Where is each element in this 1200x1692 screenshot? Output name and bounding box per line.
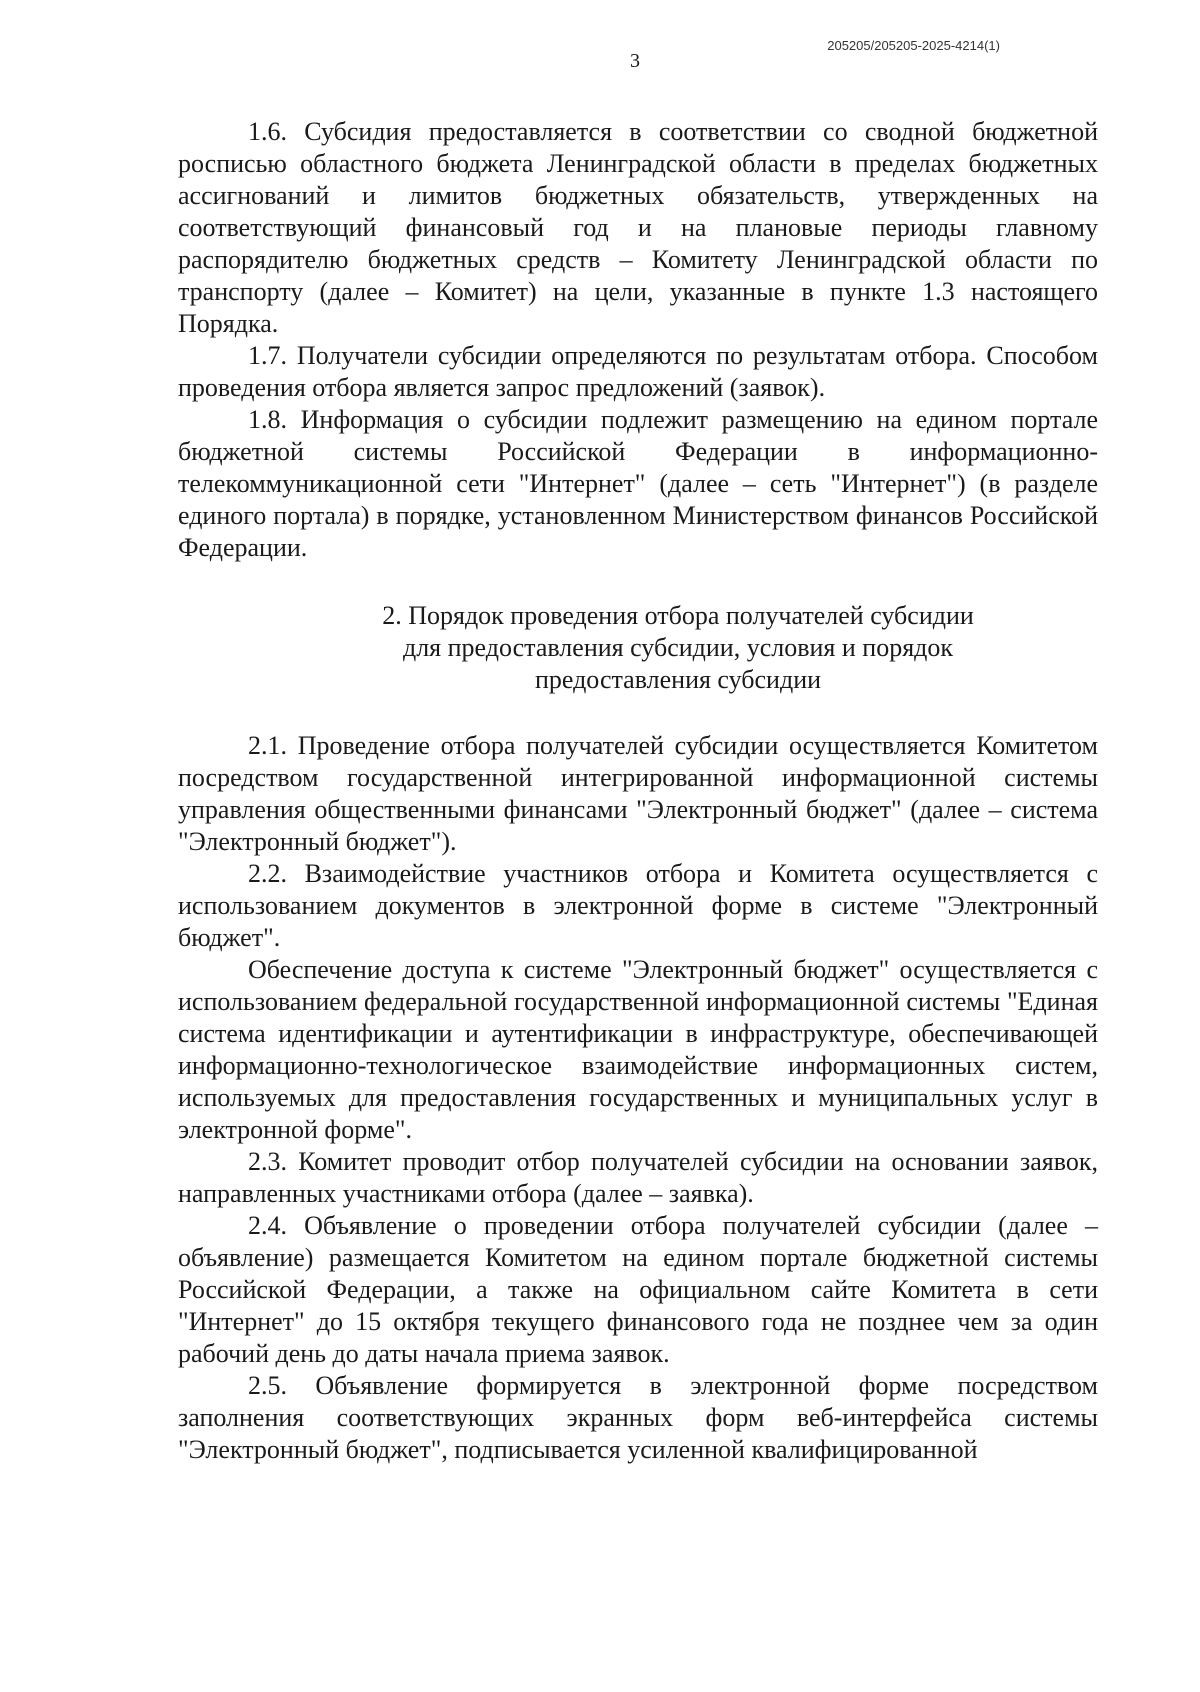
section-heading-line: предоставления субсидии: [534, 665, 822, 694]
paragraph-number: 2.2.: [248, 859, 287, 888]
section-heading-line: 2. Порядок проведения отбора получателей субсидии: [382, 601, 974, 630]
paragraph-2-2: [178, 858, 1098, 954]
paragraph-2-2-continued: [178, 954, 1098, 1146]
paragraph-text: Комитет проводит отбор получателей субсидии на основании заявок, направленных участниками отбора (далее – заявка).: [178, 1147, 1098, 1208]
paragraph-text: Получатели субсидии определяются по результатам отбора. Способом проведения отбора является запрос предложений (заявок).: [178, 341, 1098, 402]
paragraph-number: 2.5.: [248, 1371, 287, 1400]
paragraph-number: 1.6.: [248, 117, 287, 146]
paragraph-1-8: [178, 404, 1098, 564]
paragraph-text: Проведение отбора получателей субсидии осуществляется Комитетом посредством государственной интегрированной информационной системы управления общественными финансами "Электронный бюджет" (далее – система "Электронный бюджет").: [178, 731, 1098, 856]
paragraph-1-6: [178, 116, 1098, 340]
section-heading: [178, 600, 1098, 696]
page-number: 3: [630, 50, 640, 72]
paragraph-number: 2.1.: [248, 731, 287, 760]
paragraph-text: Информация о субсидии подлежит размещению на едином портале бюджетной системы Российской Федерации в информационно-телекоммуникационной сети "Интернет" (далее – сеть "Интернет") (в разделе единого портала) в порядке, установленном Министерством финансов Российской Федерации.: [178, 405, 1099, 562]
paragraph-number: 2.3.: [248, 1147, 287, 1176]
paragraph-number: 1.7.: [248, 341, 287, 370]
paragraph-1-7: [178, 340, 1098, 404]
paragraph-text: Субсидия предоставляется в соответствии со сводной бюджетной росписью областного бюджета Ленинградской области в пределах бюджетных ассигнований и лимитов бюджетных обязательств, утвержденных на соответствующий финансовый год и на плановые периоды главному распорядителю бюджетных средств – Комитету Ленинградской области по транспорту (далее – Комитет) на цели, указанные в пункте 1.3 настоящего Порядка.: [178, 117, 1098, 338]
paragraph-text: Объявление формируется в электронной форме посредством заполнения соответствующих экранных форм веб-интерфейса системы "Электронный бюджет", подписывается усиленной квалифицированной: [178, 1371, 1098, 1464]
paragraph-2-1: [178, 730, 1098, 858]
document-body: [178, 116, 1098, 1466]
paragraph-text: Объявление о проведении отбора получателей субсидии (далее – объявление) размещается Комитетом на едином портале бюджетной системы Российской Федерации, а также на официальном сайте Комитета в сети "Интернет" до 15 октября текущего финансового года не позднее чем за один рабочий день до даты начала приема заявок.: [178, 1211, 1098, 1368]
paragraph-text: Обеспечение доступа к системе "Электронный бюджет" осуществляется с использованием федеральной государственной информационной системы "Единая система идентификации и аутентификации в инфраструктуре, обеспечивающей информационно-технологическое взаимодействие информационных систем, используемых для предоставления государственных и муниципальных услуг в электронной форме".: [178, 955, 1098, 1144]
section-heading-line: для предоставления субсидии, условия и порядок: [402, 633, 954, 662]
paragraph-2-5: [178, 1370, 1098, 1466]
document-id: 205205/205205-2025-4214(1): [827, 38, 1000, 53]
paragraph-number: 1.8.: [248, 405, 287, 434]
paragraph-2-4: [178, 1210, 1098, 1370]
paragraph-number: 2.4.: [248, 1211, 287, 1240]
paragraph-2-3: [178, 1146, 1098, 1210]
paragraph-text: Взаимодействие участников отбора и Комитета осуществляется с использованием документов в электронной форме в системе "Электронный бюджет".: [178, 859, 1098, 952]
